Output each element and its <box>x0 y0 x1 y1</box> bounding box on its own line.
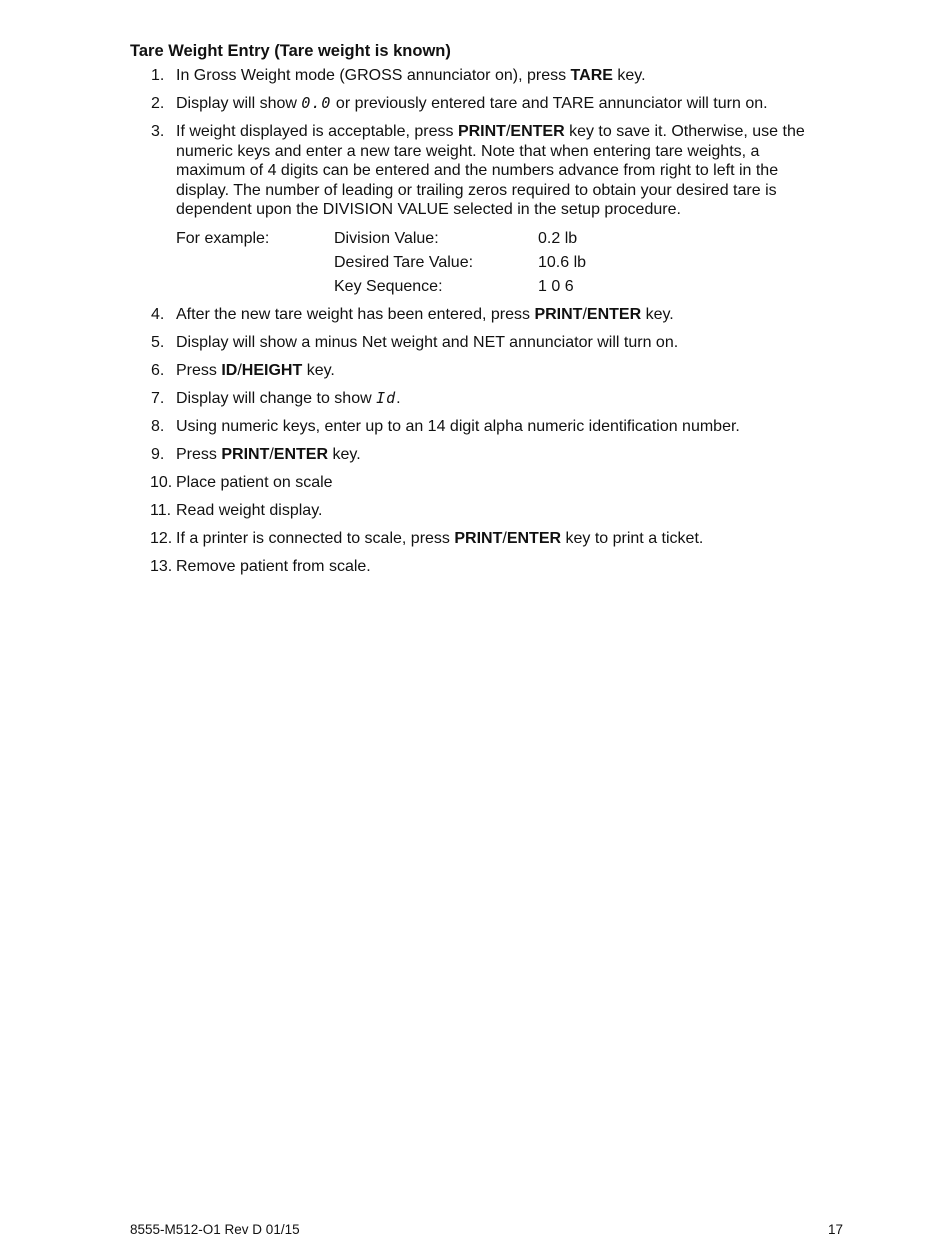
step-9 <box>130 445 830 465</box>
example-row-name: Desired Tare Value: <box>334 253 474 271</box>
step-number: 13. <box>150 557 173 575</box>
key-name-enter: ENTER <box>506 529 562 547</box>
example-label: For example: <box>176 229 270 247</box>
step-text: Press <box>176 361 222 379</box>
step-number: 9. <box>151 445 165 463</box>
display-readout: 0.0 <box>301 94 332 112</box>
key-name-enter: ENTER <box>510 123 565 140</box>
example-row-value: 1 0 6 <box>538 277 574 295</box>
step-number: 1. <box>151 67 165 84</box>
key-name-enter: ENTER <box>273 445 329 463</box>
step-number: 6. <box>151 361 165 379</box>
step-text: Display will show <box>176 95 302 112</box>
step-text: If a printer is connected to scale, press <box>176 529 455 547</box>
key-name-enter: ENTER <box>586 305 642 323</box>
step-8 <box>130 417 830 437</box>
step-text: Using numeric keys, enter up to an 14 digit alpha numeric identification number. <box>176 417 740 435</box>
key-separator: / <box>269 445 274 463</box>
step-6 <box>130 361 830 381</box>
step-text: key. <box>641 305 674 323</box>
step-text: Display will show a minus Net weight and NET annunciator will turn on. <box>176 333 679 351</box>
key-name-print: PRINT <box>457 123 506 140</box>
example-row-name: Division Value: <box>334 229 439 247</box>
example-row-value: 0.2 lb <box>538 229 578 247</box>
step-text: key. <box>612 67 646 84</box>
step-number: 2. <box>151 95 165 112</box>
step-7 <box>130 389 830 409</box>
display-readout: Id <box>376 388 397 407</box>
step-3 <box>130 122 830 296</box>
key-name-print: PRINT <box>454 529 503 547</box>
step-12 <box>130 529 830 549</box>
footer-page-number: 17 <box>828 1222 844 1237</box>
step-text: Place patient on scale <box>176 473 333 491</box>
step-text: key to save it. Otherwise, use the numeric keys and enter a new tare weight. Note that when entering tare weights, a maximum of 4 digits can be entered and the numbers advance from right to left in the display. The number of leading or trailing zeros required to obtain your desired tare is dependent upon the DIVISION VALUE selected in the setup procedure. <box>176 123 805 218</box>
step-5 <box>130 333 830 353</box>
step-number: 4. <box>151 305 165 323</box>
step-text: key to print a ticket. <box>561 529 704 547</box>
step-2 <box>130 94 830 114</box>
key-separator: / <box>502 529 507 547</box>
step-number: 8. <box>151 417 165 435</box>
key-name-tare: TARE <box>570 67 613 84</box>
step-1 <box>130 66 830 86</box>
step-number: 5. <box>151 333 165 351</box>
step-text: Display will change to show <box>176 389 377 407</box>
key-separator: / <box>237 361 242 379</box>
key-name-height: HEIGHT <box>241 361 303 379</box>
example-table <box>176 229 830 297</box>
step-text: In Gross Weight mode (GROSS annunciator on), press <box>176 67 571 84</box>
step-text: Press <box>176 445 222 463</box>
section-heading: Tare Weight Entry (Tare weight is known) <box>130 42 451 60</box>
step-11 <box>130 501 830 521</box>
step-text: After the new tare weight has been entered, press <box>176 305 535 323</box>
step-number: 11. <box>150 501 172 519</box>
step-number: 3. <box>151 123 165 140</box>
step-text: or previously entered tare and TARE annunciator will turn on. <box>331 95 768 112</box>
key-separator: / <box>505 123 511 140</box>
step-13 <box>130 557 830 577</box>
step-text: Remove patient from scale. <box>176 557 371 575</box>
footer-document-id: 8555-M512-O1 Rev D 01/15 <box>130 1222 300 1237</box>
key-name-print: PRINT <box>221 445 270 463</box>
key-name-print: PRINT <box>534 305 583 323</box>
example-row-name: Key Sequence: <box>334 277 443 295</box>
key-name-id: ID <box>221 361 238 379</box>
step-number: 7. <box>151 389 165 407</box>
step-number: 12. <box>150 529 173 547</box>
step-text: key. <box>328 445 361 463</box>
step-text: Read weight display. <box>176 501 323 519</box>
step-10 <box>130 473 830 493</box>
procedure-steps <box>130 66 830 585</box>
example-row-value: 10.6 lb <box>538 253 587 271</box>
step-number: 10. <box>150 473 173 491</box>
step-4 <box>130 305 830 325</box>
step-text: key. <box>302 361 335 379</box>
step-text: If weight displayed is acceptable, press <box>176 123 458 140</box>
key-separator: / <box>582 305 587 323</box>
step-text: . <box>396 389 401 407</box>
